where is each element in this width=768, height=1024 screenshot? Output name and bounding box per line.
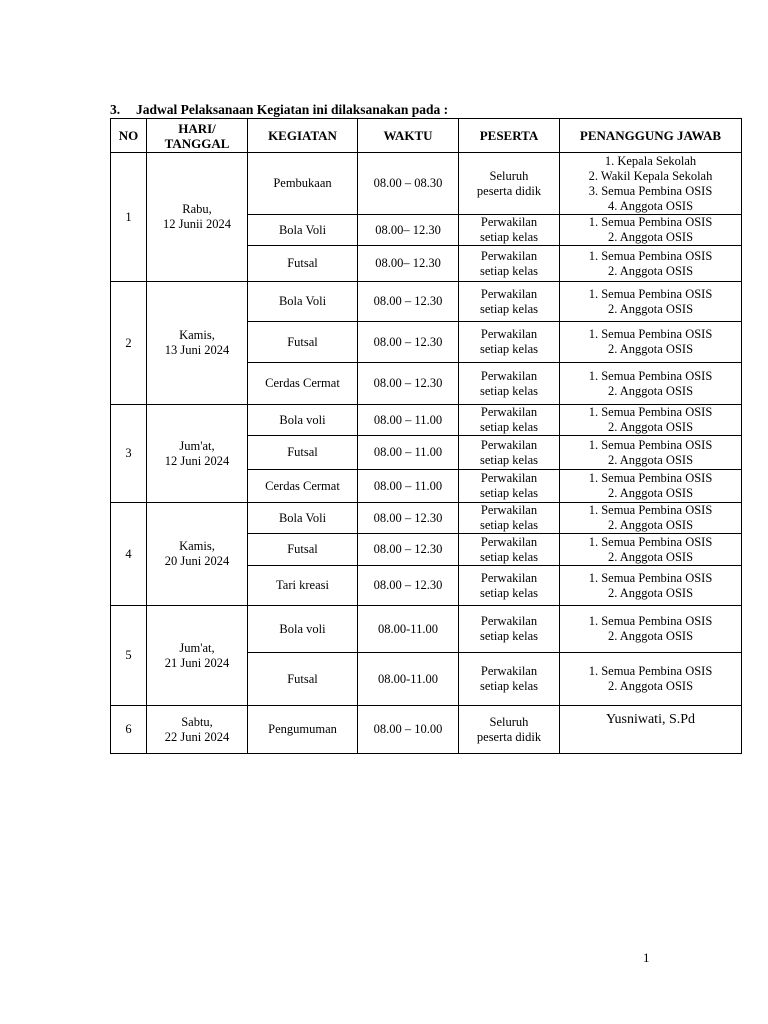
row-day: Rabu, <box>182 202 212 216</box>
responsible-cell <box>560 322 742 363</box>
table-row <box>111 503 742 534</box>
participant-line: setiap kelas <box>480 301 538 316</box>
row-date: 13 Juni 2024 <box>164 343 230 357</box>
activity-cell: Pembukaan <box>248 153 358 215</box>
activity-cell: Cerdas Cermat <box>248 363 358 405</box>
participant-cell <box>459 706 560 754</box>
responsible-cell <box>560 653 742 706</box>
header-penanggung-jawab: PENANGGUNG JAWAB <box>560 119 742 153</box>
participant-line: Seluruh <box>489 714 529 729</box>
participant-line: peserta didik <box>476 729 542 744</box>
responsible-line: 3. Semua Pembina OSIS <box>588 183 713 198</box>
responsible-cell <box>560 153 742 215</box>
participant-line: setiap kelas <box>480 230 538 244</box>
page-number: 1 <box>643 950 650 965</box>
schedule-table <box>110 118 742 754</box>
row-number: 1 <box>111 153 147 282</box>
responsible-line: 2. Anggota OSIS <box>607 679 694 693</box>
responsible-cell <box>560 436 742 470</box>
participant-line: Perwakilan <box>480 614 538 628</box>
participant-cell <box>459 363 560 405</box>
activity-cell: Futsal <box>248 436 358 470</box>
activity-cell: Tari kreasi <box>248 566 358 606</box>
time-cell: 08.00 – 12.30 <box>358 566 459 606</box>
responsible-line: 1. Semua Pembina OSIS <box>588 405 713 419</box>
participant-cell <box>459 470 560 503</box>
participant-cell <box>459 322 560 363</box>
participant-line: Perwakilan <box>480 215 538 229</box>
responsible-cell <box>560 215 742 246</box>
participant-line: setiap kelas <box>480 263 538 278</box>
responsible-line: 2. Anggota OSIS <box>607 549 694 564</box>
responsible-line: 2. Anggota OSIS <box>607 629 694 643</box>
time-cell: 08.00 – 12.30 <box>358 534 459 566</box>
row-day-date <box>147 503 248 606</box>
responsible-line: 2. Wakil Kepala Sekolah <box>588 168 713 183</box>
participant-line: setiap kelas <box>480 486 538 500</box>
header-peserta: PESERTA <box>459 119 560 153</box>
section-number: 3. <box>110 102 121 117</box>
responsible-line: 2. Anggota OSIS <box>607 452 694 467</box>
activity-cell: Bola voli <box>248 405 358 436</box>
responsible-line: 2. Anggota OSIS <box>607 518 694 532</box>
participant-line: Perwakilan <box>480 286 538 301</box>
responsible-line: 2. Anggota OSIS <box>607 301 694 316</box>
row-day-date <box>147 282 248 405</box>
row-number: 4 <box>111 503 147 606</box>
participant-line: Perwakilan <box>480 437 538 452</box>
activity-cell: Futsal <box>248 534 358 566</box>
time-cell: 08.00 – 11.00 <box>358 470 459 503</box>
participant-line: Perwakilan <box>480 248 538 263</box>
row-date: 12 Juni 2024 <box>164 453 230 468</box>
activity-cell: Bola voli <box>248 606 358 653</box>
responsible-cell <box>560 282 742 322</box>
activity-cell: Bola Voli <box>248 282 358 322</box>
responsible-line: Yusniwati, S.Pd <box>605 712 696 727</box>
time-cell: 08.00– 12.30 <box>358 246 459 282</box>
participant-line: Perwakilan <box>480 664 538 678</box>
section-title: Jadwal Pelaksanaan Kegiatan ini dilaksanakan pada : <box>136 102 449 117</box>
activity-cell: Pengumuman <box>248 706 358 754</box>
row-date: 12 Junii 2024 <box>162 217 232 231</box>
time-cell: 08.00 – 12.30 <box>358 363 459 405</box>
responsible-cell <box>560 706 742 754</box>
responsible-cell <box>560 566 742 606</box>
time-cell: 08.00 – 08.30 <box>358 153 459 215</box>
participant-cell <box>459 282 560 322</box>
participant-cell <box>459 534 560 566</box>
responsible-line: 2. Anggota OSIS <box>607 486 694 500</box>
table-row <box>111 153 742 215</box>
responsible-cell <box>560 606 742 653</box>
responsible-line: 1. Semua Pembina OSIS <box>588 614 713 628</box>
activity-cell: Futsal <box>248 246 358 282</box>
participant-line: setiap kelas <box>480 383 538 398</box>
responsible-line: 2. Anggota OSIS <box>607 230 694 244</box>
header-row <box>111 119 742 153</box>
activity-cell: Futsal <box>248 322 358 363</box>
table-row <box>111 405 742 436</box>
responsible-cell <box>560 363 742 405</box>
row-day: Sabtu, <box>181 714 213 729</box>
participant-line: setiap kelas <box>480 420 538 434</box>
responsible-line: 4. Anggota OSIS <box>607 198 694 213</box>
responsible-line: 1. Semua Pembina OSIS <box>588 248 713 263</box>
responsible-cell <box>560 503 742 534</box>
responsible-cell <box>560 470 742 503</box>
row-date: 21 Juni 2024 <box>164 655 230 670</box>
row-number: 6 <box>111 706 147 754</box>
time-cell: 08.00 – 11.00 <box>358 436 459 470</box>
participant-cell <box>459 436 560 470</box>
row-number: 2 <box>111 282 147 405</box>
participant-line: Perwakilan <box>480 368 538 383</box>
row-day-date <box>147 405 248 503</box>
responsible-line: 1. Semua Pembina OSIS <box>588 471 713 485</box>
responsible-line: 1. Semua Pembina OSIS <box>588 437 713 452</box>
table-row <box>111 706 742 754</box>
participant-line: Perwakilan <box>480 534 538 549</box>
participant-cell <box>459 153 560 215</box>
time-cell: 08.00 – 12.30 <box>358 503 459 534</box>
responsible-line: 1. Semua Pembina OSIS <box>588 664 713 678</box>
row-day-date <box>147 153 248 282</box>
time-cell: 08.00 – 11.00 <box>358 405 459 436</box>
row-number: 5 <box>111 606 147 706</box>
row-day: Kamis, <box>179 539 215 553</box>
header-tanggal-line: TANGGAL <box>164 135 230 151</box>
participant-cell <box>459 246 560 282</box>
table-row <box>111 282 742 322</box>
participant-line: setiap kelas <box>480 518 538 532</box>
header-hari-line: HARI/ <box>178 120 216 136</box>
participant-line: Perwakilan <box>480 327 538 341</box>
header-kegiatan: KEGIATAN <box>248 119 358 153</box>
row-day-date <box>147 606 248 706</box>
participant-line: setiap kelas <box>480 549 538 564</box>
activity-cell: Cerdas Cermat <box>248 470 358 503</box>
responsible-cell <box>560 405 742 436</box>
row-day: Kamis, <box>179 328 215 342</box>
responsible-line: 1. Semua Pembina OSIS <box>588 503 713 517</box>
responsible-line: 1. Semua Pembina OSIS <box>588 327 713 341</box>
participant-line: setiap kelas <box>480 629 538 643</box>
row-date: 20 Juni 2024 <box>164 554 230 568</box>
row-day: Jum'at, <box>179 438 215 453</box>
responsible-line: 2. Anggota OSIS <box>607 342 694 356</box>
participant-line: setiap kelas <box>480 342 538 356</box>
row-date: 22 Juni 2024 <box>164 729 230 744</box>
responsible-line: 2. Anggota OSIS <box>607 585 694 600</box>
participant-line: Perwakilan <box>480 471 538 485</box>
responsible-line: 1. Semua Pembina OSIS <box>588 368 713 383</box>
section-heading <box>110 102 448 118</box>
table-row <box>111 606 742 653</box>
responsible-line: 1. Semua Pembina OSIS <box>588 286 713 301</box>
responsible-line: 1. Semua Pembina OSIS <box>588 215 713 229</box>
participant-cell <box>459 503 560 534</box>
time-cell: 08.00 – 12.30 <box>358 282 459 322</box>
responsible-cell <box>560 246 742 282</box>
responsible-line: 1. Semua Pembina OSIS <box>588 570 713 585</box>
time-cell: 08.00 – 12.30 <box>358 322 459 363</box>
activity-cell: Bola Voli <box>248 503 358 534</box>
participant-cell <box>459 405 560 436</box>
participant-cell <box>459 566 560 606</box>
time-cell: 08.00 – 10.00 <box>358 706 459 754</box>
responsible-line: 2. Anggota OSIS <box>607 383 694 398</box>
participant-line: setiap kelas <box>480 585 538 600</box>
header-waktu: WAKTU <box>358 119 459 153</box>
responsible-line: 1. Semua Pembina OSIS <box>588 534 713 549</box>
responsible-line: 1. Kepala Sekolah <box>604 153 697 168</box>
responsible-line: 2. Anggota OSIS <box>607 420 694 434</box>
participant-cell <box>459 653 560 706</box>
responsible-cell <box>560 534 742 566</box>
participant-line: setiap kelas <box>480 679 538 693</box>
header-hari-tanggal <box>147 119 248 153</box>
time-cell: 08.00-11.00 <box>358 606 459 653</box>
header-no: NO <box>111 119 147 153</box>
participant-cell <box>459 606 560 653</box>
time-cell: 08.00-11.00 <box>358 653 459 706</box>
participant-line: Perwakilan <box>480 570 538 585</box>
participant-cell <box>459 215 560 246</box>
activity-cell: Futsal <box>248 653 358 706</box>
responsible-line: 2. Anggota OSIS <box>607 263 694 278</box>
row-day-date <box>147 706 248 754</box>
row-day: Jum'at, <box>179 640 215 655</box>
row-number: 3 <box>111 405 147 503</box>
participant-line: Perwakilan <box>480 405 538 419</box>
time-cell: 08.00– 12.30 <box>358 215 459 246</box>
participant-line: setiap kelas <box>480 452 538 467</box>
participant-line: Seluruh <box>489 168 529 183</box>
activity-cell: Bola Voli <box>248 215 358 246</box>
participant-line: peserta didik <box>476 183 542 198</box>
participant-line: Perwakilan <box>480 503 538 517</box>
